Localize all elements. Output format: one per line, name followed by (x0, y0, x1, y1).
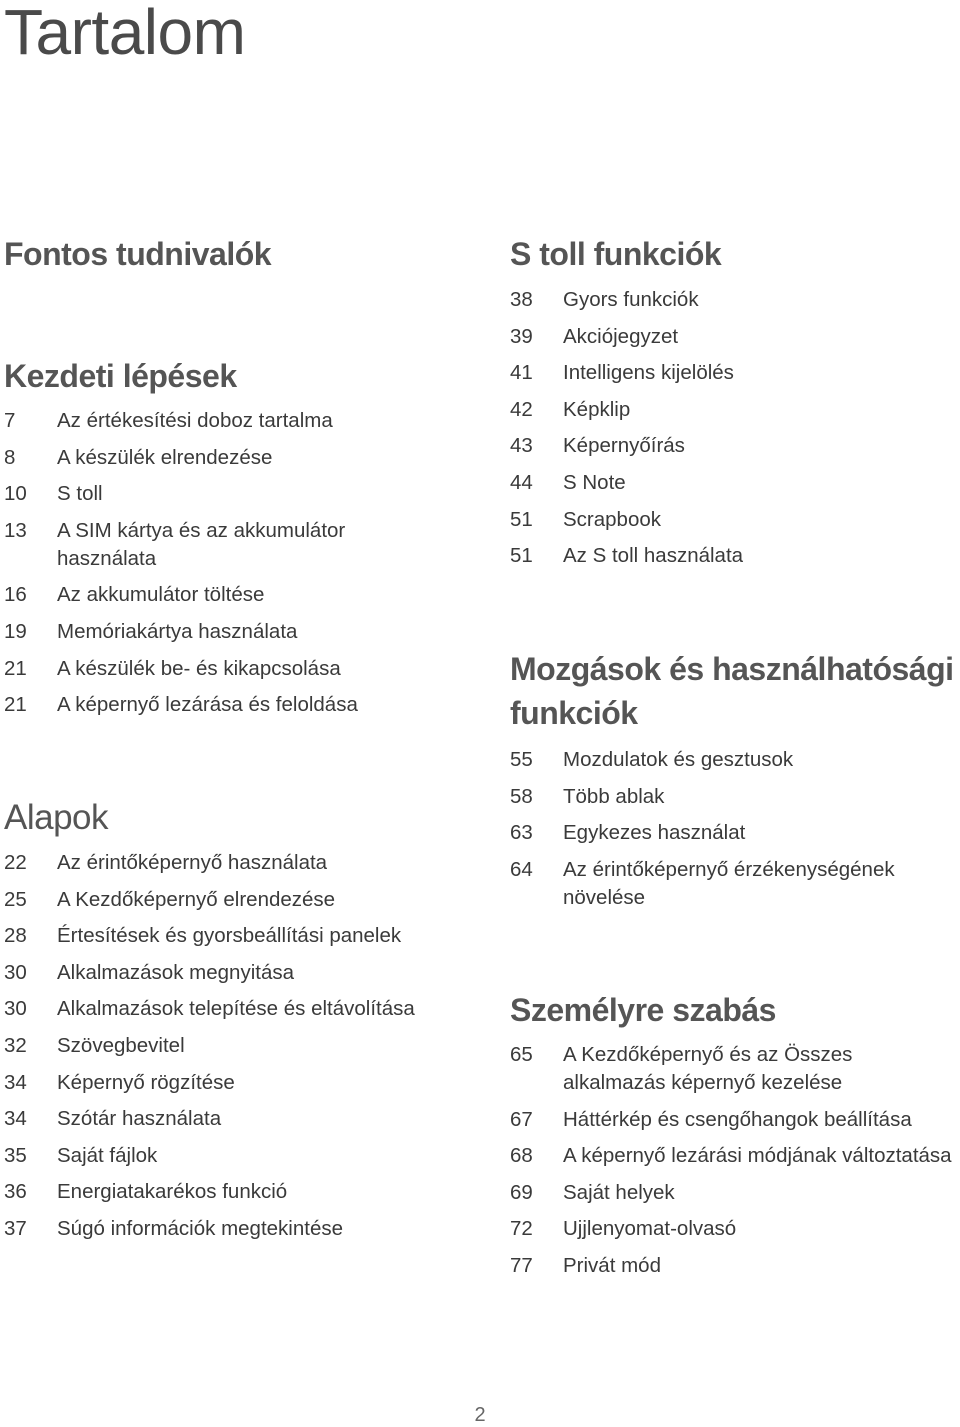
toc-entry-page: 55 (510, 748, 533, 771)
toc-entry-page: 34 (4, 1070, 27, 1094)
toc-entry-page: 58 (510, 784, 533, 808)
toc-entry-text: Az érintőképernyő használata (57, 851, 328, 874)
toc-entry[interactable] (510, 1106, 958, 1134)
section-heading-stoll[interactable]: S toll funkciók (510, 236, 722, 272)
toc-entry[interactable] (510, 396, 958, 424)
toc-entry-text: Scrapbook (563, 507, 662, 531)
toc-entry-page: 34 (4, 1107, 27, 1131)
toc-entry-text: Memóriakártya használata (57, 619, 298, 643)
toc-entry[interactable] (4, 1215, 434, 1243)
toc-entry[interactable] (4, 691, 434, 719)
toc-entry[interactable] (4, 1142, 434, 1170)
toc-entry[interactable] (4, 1032, 434, 1060)
toc-entry[interactable] (4, 480, 434, 508)
toc-entry-text: Képernyő rögzítése (57, 1070, 235, 1094)
toc-entry-page: 41 (510, 361, 533, 385)
toc-entry-page: 8 (4, 445, 16, 469)
toc-entry-page: 37 (4, 1216, 27, 1240)
toc-entry-page: 10 (4, 482, 27, 506)
toc-entry[interactable] (4, 922, 434, 950)
toc-entry[interactable] (4, 581, 434, 609)
toc-entry-text: A képernyő lezárási módjának változtatása (563, 1144, 952, 1168)
toc-entry-page: 22 (4, 851, 27, 874)
toc-entry[interactable] (510, 286, 958, 314)
toc-entry[interactable] (4, 618, 434, 646)
toc-list-kezdeti (4, 407, 434, 728)
toc-entry-text: S toll (57, 482, 103, 506)
page-number: 2 (474, 1404, 486, 1426)
toc-list-szemelyre (510, 1041, 958, 1289)
toc-entry-page: 30 (4, 960, 27, 984)
toc-entry-text: Az értékesítési doboz tartalma (57, 409, 333, 432)
toc-entry-text: Ujjlenyomat-olvasó (563, 1217, 737, 1241)
toc-entry-text: Alkalmazások telepítése és eltávolítása (57, 997, 415, 1021)
toc-entry-page: 25 (4, 887, 27, 911)
toc-entry[interactable] (4, 1178, 434, 1206)
toc-entry-page: 72 (510, 1217, 533, 1241)
section-heading-fontos[interactable]: Fontos tudnivalók (4, 236, 272, 272)
toc-list-mozgasok (510, 746, 958, 920)
toc-entry[interactable] (510, 359, 958, 387)
section-heading-mozgasok[interactable]: Mozgások és használhatósági funkciók (510, 651, 954, 731)
toc-entry-text: Saját fájlok (57, 1143, 158, 1167)
toc-entry[interactable] (510, 469, 958, 497)
toc-entry-text: Szövegbevitel (57, 1033, 185, 1057)
toc-entry[interactable] (510, 856, 958, 912)
toc-entry-page: 39 (510, 324, 533, 348)
toc-entry-page: 63 (510, 821, 533, 845)
toc-entry[interactable] (510, 323, 958, 351)
section-heading-kezdeti[interactable]: Kezdeti lépések (4, 358, 237, 394)
toc-entry[interactable] (510, 506, 958, 534)
toc-entry-text: Az akkumulátor töltése (57, 583, 265, 607)
toc-entry-page: 68 (510, 1144, 533, 1168)
toc-entry-text: Az S toll használata (563, 544, 744, 568)
toc-entry-page: 38 (510, 288, 533, 311)
toc-entry-text: Privát mód (563, 1253, 661, 1277)
toc-entry-page: 51 (510, 544, 533, 568)
toc-entry[interactable] (4, 849, 434, 877)
toc-entry-text: Akciójegyzet (563, 324, 679, 348)
toc-entry-text: A készülék elrendezése (57, 445, 273, 469)
toc-entry-text: Értesítések és gyorsbeállítási panelek (57, 924, 402, 948)
toc-entry-page: 21 (4, 656, 27, 680)
toc-entry-text: A képernyő lezárása és feloldása (57, 693, 358, 717)
toc-entry-text: A Kezdőképernyő elrendezése (57, 887, 336, 911)
toc-entry-page: 69 (510, 1180, 533, 1204)
page-title: Tartalom (4, 0, 246, 68)
toc-entry-page: 44 (510, 470, 533, 494)
toc-list-stoll (510, 286, 958, 579)
toc-entry[interactable] (4, 995, 434, 1023)
toc-entry-page: 43 (510, 434, 533, 458)
toc-entry-text: Több ablak (563, 784, 665, 808)
toc-entry[interactable] (4, 444, 434, 472)
toc-entry-page: 36 (4, 1180, 27, 1204)
toc-entry-text: Képernyőírás (563, 434, 685, 458)
toc-entry-text: Energiatakarékos funkció (57, 1180, 288, 1204)
toc-entry-text: Egykezes használat (563, 821, 746, 845)
toc-entry[interactable] (4, 655, 434, 683)
toc-entry[interactable] (510, 542, 958, 570)
toc-entry-page: 32 (4, 1033, 27, 1057)
toc-entry[interactable] (510, 1142, 958, 1170)
toc-entry-page: 30 (4, 997, 27, 1021)
toc-entry-page: 51 (510, 507, 533, 531)
toc-entry-page: 35 (4, 1143, 27, 1167)
toc-entry-text: Alkalmazások megnyitása (57, 960, 294, 984)
toc-entry-text: Az érintőképernyő érzékenységének növelése (563, 857, 895, 909)
toc-entry[interactable] (4, 1105, 434, 1133)
toc-entry-page: 16 (4, 583, 27, 607)
toc-entry-page: 77 (510, 1253, 533, 1277)
toc-entry[interactable] (510, 1215, 958, 1243)
section-heading-szemelyre[interactable]: Személyre szabás (510, 992, 776, 1028)
toc-entry-text: Súgó információk megtekintése (57, 1216, 344, 1240)
toc-entry-page: 42 (510, 397, 533, 421)
toc-entry-page: 7 (4, 409, 16, 432)
toc-entry-text: Intelligens kijelölés (563, 361, 734, 385)
toc-entry-text: A SIM kártya és az akkumulátor használata (57, 518, 346, 570)
toc-entry[interactable] (4, 959, 434, 987)
toc-entry[interactable] (510, 1179, 958, 1207)
toc-entry-page: 64 (510, 857, 533, 881)
toc-entry[interactable] (510, 783, 958, 811)
toc-entry[interactable] (510, 819, 958, 847)
toc-entry-text: A készülék be- és kikapcsolása (57, 656, 341, 680)
toc-entry-page: 28 (4, 924, 27, 948)
toc-entry[interactable] (510, 1041, 958, 1097)
toc-entry-text: Szótár használata (57, 1107, 222, 1131)
toc-entry-text: Gyors funkciók (563, 288, 699, 311)
toc-entry-page: 19 (4, 619, 27, 643)
toc-list-alapok (4, 849, 434, 1252)
toc-entry-text: Képklip (563, 397, 631, 421)
toc-entry[interactable] (4, 517, 434, 573)
toc-entry[interactable] (4, 407, 434, 435)
toc-entry-text: Háttérkép és csengőhangok beállítása (563, 1107, 912, 1131)
toc-entry[interactable] (510, 432, 958, 460)
toc-entry-text: Saját helyek (563, 1180, 675, 1204)
toc-entry[interactable] (4, 886, 434, 914)
toc-entry[interactable] (510, 746, 958, 774)
toc-entry-page: 65 (510, 1043, 533, 1066)
toc-entry-text: Mozdulatok és gesztusok (563, 748, 794, 771)
toc-entry-page: 13 (4, 518, 27, 542)
section-heading-alapok[interactable]: Alapok (4, 798, 109, 837)
toc-entry[interactable] (4, 1069, 434, 1097)
toc-entry-page: 21 (4, 693, 27, 717)
toc-entry-text: A Kezdőképernyő és az Összes alkalmazás képernyő kezelése (563, 1043, 853, 1094)
toc-entry-text: S Note (563, 470, 626, 494)
toc-entry[interactable] (510, 1252, 958, 1280)
toc-entry-page: 67 (510, 1107, 533, 1131)
